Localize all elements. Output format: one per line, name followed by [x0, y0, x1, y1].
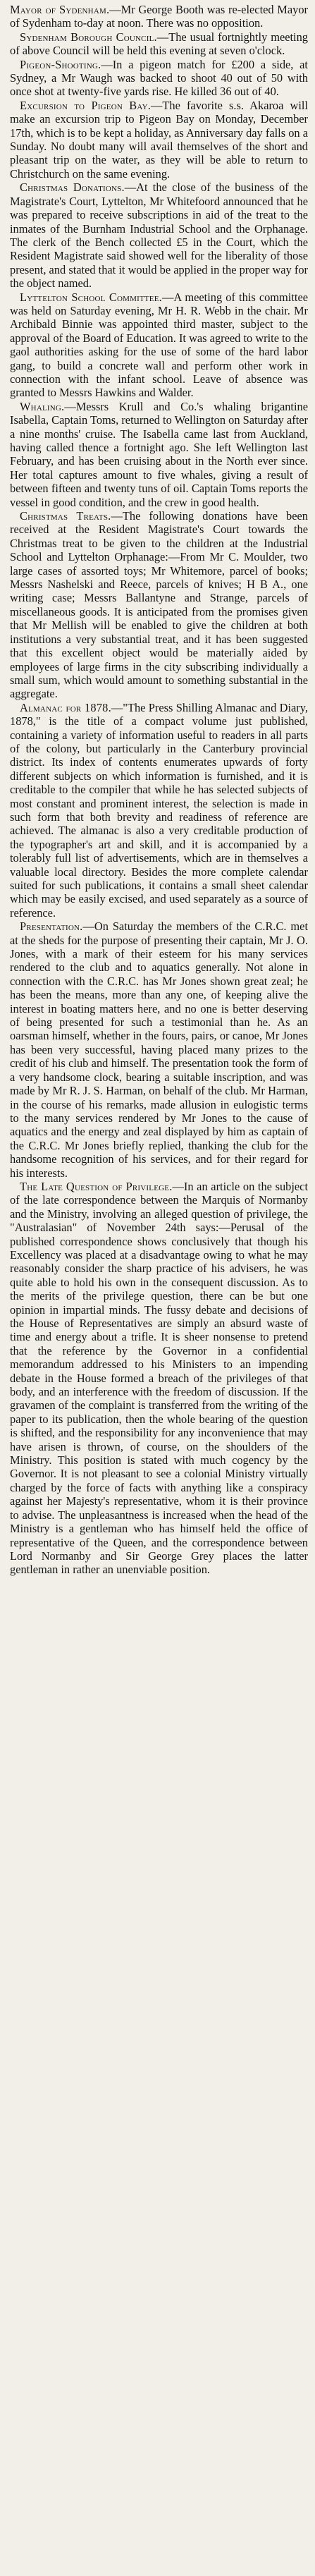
article-heading: Sydenham Borough Council. [20, 30, 157, 44]
article-heading: Mayor of Sydenham. [10, 3, 110, 16]
article-christmas-treats [10, 509, 308, 701]
article-mayor-of-sydenham [10, 3, 308, 30]
article-heading: Christmas Treats. [20, 509, 111, 523]
article-heading: Whaling. [20, 399, 65, 413]
article-almanac-for-1878 [10, 701, 308, 920]
article-body: —The favorite s.s. Akaroa will make an excursion trip to Pigeon Bay on Monday, December 17th, which is to be kept a holiday, as Anniversary day falls on a Sunday. No doubt many will avail themselves of the short and pleasant trip on the water, as they will be able to return to Christchurch on the same evening. [10, 98, 308, 181]
article-body: —On Saturday the members of the C.R.C. met at the sheds for the purpose of presenting their captain, Mr J. O. Jones, with a mark of their esteem for his many services rendered to the club and to aquatics generally. Not alone in connection with the C.R.C. has Mr Jones shown great zeal; he has been the means, more than any one, of keeping alive the interest in boating matters here, and no one is better deserving of being presented for such a testimonial than he. As an oarsman himself, whether in the fours, pairs, or canoe, Mr Jones has been very successful, having placed many prizes to the credit of his club and himself. The presentation took the form of a very handsome clock, bearing a suitable inscription, and was made by Mr R. J. S. Harman, on behalf of the club. Mr Harman, in the course of his remarks, made allusion in eulogistic terms to the many services rendered by Mr Jones to the cause of aquatics and the energy and zeal displayed by him as captain of the C.R.C. Mr Jones briefly replied, thanking the club for the handsome recognition of his services, and for their regard for his interests. [10, 920, 308, 1180]
article-body: —In a pigeon match for £200 a side, at Sydney, a Mr Waugh was backed to shoot 40 out of 50 with once shot at twenty-five yards rise. He killed 36 out of 40. [10, 57, 308, 99]
article-heading: Presentation. [20, 920, 83, 934]
article-excursion-to-pigeon-bay [10, 99, 308, 181]
article-pigeon-shooting [10, 58, 308, 99]
article-body: —Mr George Booth was re-elected Mayor of Sydenham to-day at noon. There was no opposition. [10, 3, 308, 30]
article-presentation [10, 920, 308, 1180]
article-body: —Messrs Krull and Co.'s whaling brigantine Isabella, Captain Toms, returned to Wellington on Saturday after a nine months' cruise. The Isabella came last from Auckland, having called thence a fortnight ago. She left Wellington last February, and has been cruising about in the North ever since. Her total captures amount to five whales, giving a result of between fifteen and twenty tuns of oil. Captain Toms reports the vessel in good condition, and the crew in good health. [10, 399, 308, 509]
article-body: —"The Press Shilling Almanac and Diary, 1878," is the title of a compact volume just published, containing a variety of information useful to readers in all parts of the colony, but particularly in the Canterbury provincial district. Its index of contents enumerates upwards of forty different subjects on which information is furnished, and it is creditable to the compiler that while he has selected subjects of most constant and prominent interest, the selection is made in such form that both brevity and readiness of reference are achieved. The almanac is also a very creditable production of the typographer's art and skill, and it is accompanied by a tolerably full list of advertisements, which are in themselves a valuable local directory. Besides the more complete calendar suited for such publications, it contains a small sheet calendar which may be easily excised, and used separately as a source of reference. [10, 700, 308, 920]
article-christmas-donations [10, 181, 308, 290]
article-heading: Almanac for 1878. [20, 700, 111, 714]
article-lyttelton-school-committee [10, 291, 308, 400]
article-heading: Excursion to Pigeon Bay. [20, 98, 152, 112]
article-body: —In an article on the subject of the late correspondence between the Marquis of Normanby and the Ministry, involving an alleged question of privilege, the "Australasian" of November 24th says:—Perusal of the published correspondence shows conclusively that though his Excellency was placed at a disadvantage owing to what he may reasonably consider the sharp practice of his advisers, he was quite able to hold his own in the consequent discussion. As to the merits of the privilege question, there can be but one opinion in impartial minds. The fussy debate and decisions of the House of Representatives are simply an absurd waste of time and energy about a trifle. It is sheer nonsense to pretend that the reference by the Governor in a confidential memorandum addressed to his Ministers to an impending debate in the House formed a breach of the privileges of that body, and an interference with the freedom of discussion. If the gravamen of the complaint is transferred from the writing of the paper to its publication, then the whole bearing of the question is shifted, and the responsibility for any inconvenience that may have arisen is thrown, of course, on the shoulders of the Ministry. This position is stated with much cogency by the Governor. It is not pleasant to see a colonial Ministry virtually charged by the force of facts with anything like a conspiracy against her Majesty's representative, whom it is their province to advise. The unpleasantness is increased when the head of the Ministry is a gentleman who has himself held the office of representative of the Queen, and the correspondence between Lord Normanby and Sir George Grey places the latter gentleman in rather an unenviable position. [10, 1179, 309, 1577]
article-heading: The Late Question of Privilege. [20, 1179, 173, 1193]
article-heading: Christmas Donations. [20, 181, 125, 195]
article-heading: Lyttelton School Committee. [20, 290, 162, 304]
article-body: —A meeting of this committee was held on Saturday evening, Mr H. R. Webb in the chair. Mr Archibald Binnie was appointed third master, subject to the approval of the Board of Education. It was agreed to write to the gaol authorities asking for the use of some of the hard labor gang, to build a concrete wall and perform other work in connection with the infant school. Leave of absence was granted to Messrs Hawkins and Walder. [10, 290, 309, 400]
article-sydenham-borough-council [10, 30, 308, 58]
article-question-of-privilege [10, 1180, 308, 1577]
article-heading: Pigeon-Shooting. [20, 57, 101, 71]
article-body: —The usual fortnightly meeting of above Council will be held this evening at seven o'clock. [10, 30, 308, 58]
article-body: —At the close of the business of the Magistrate's Court, Lyttelton, Mr Whitefoord announced that he was prepared to receive subscriptions in aid of the treat to the inmates of the Burnham Industrial School and the Orphanage. The clerk of the Bench collected £5 in the Court, which the Resident Magistrate said showed well for the liberality of those present, and stated that it would be applied in the proper way for the object named. [10, 181, 309, 291]
article-body: —The following donations have been received at the Resident Magistrate's Court towards the Christmas treat to be given to the children at the Industrial School and Lyttelton Orphanage:—From Mr C. Moulder, two large cases of assorted toys; Mr Whitemore, parcel of books; Messrs Nashelski and Reece, parcels of knives; H B A., one writing case; Messrs Ballantyne and Strange, parcels of miscellaneous goods. It is anticipated from the promises given that Mr Mellish will be enabled to give the children at both institutions a very substantial treat, and it has been suggested that this excellent object would be materially aided by employees of large firms in the city subscribing individually a small sum, which would amount to something substantial in the aggregate. [10, 509, 309, 701]
article-whaling [10, 400, 308, 509]
